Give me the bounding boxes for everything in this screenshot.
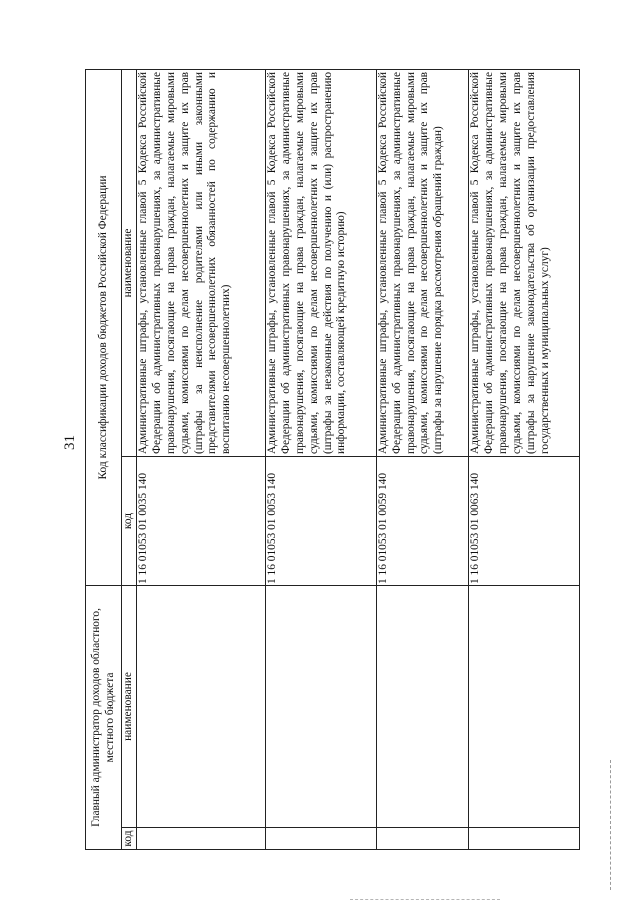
row-admin-name bbox=[376, 586, 469, 828]
row-admin-name bbox=[469, 586, 580, 828]
row-admin-name bbox=[265, 586, 376, 828]
revenue-classification-table bbox=[85, 69, 580, 850]
admin-code-header: код bbox=[122, 828, 137, 850]
page-number: 31 bbox=[62, 435, 78, 450]
table-row bbox=[136, 70, 265, 850]
rotated-table-frame bbox=[85, 70, 580, 850]
classification-group-header: Код классификации доходов бюджетов Российской Федерации bbox=[86, 70, 122, 586]
row-classification-code: 1 16 01053 01 0035 140 bbox=[136, 457, 265, 586]
table-row bbox=[265, 70, 376, 850]
row-admin-code bbox=[469, 828, 580, 850]
row-admin-name bbox=[136, 586, 265, 828]
header-row-groups bbox=[86, 70, 122, 850]
row-classification-code: 1 16 01053 01 0063 140 bbox=[469, 457, 580, 586]
row-description: Административные штрафы, установленные главой 5 Кодекса Российской Федерации об административных правонарушениях, за административные правонарушения, посягающие на права граждан, налагаемые мировыми судьями, комиссиями по делам несовершеннолетних и защите их прав (штрафы за нарушение порядка рассмотрения обращений граждан) bbox=[376, 70, 469, 457]
scan-artifact-line bbox=[610, 760, 612, 890]
row-admin-code bbox=[136, 828, 265, 850]
row-classification-code: 1 16 01053 01 0059 140 bbox=[376, 457, 469, 586]
table-row bbox=[469, 70, 580, 850]
row-description: Административные штрафы, установленные главой 5 Кодекса Российской Федерации об административных правонарушениях, за административные правонарушения, посягающие на права граждан, налагаемые мировыми судьями, комиссиями по делам несовершеннолетних и защите их прав (штрафы за нарушение законодательства об организации предоставления государственных и муниципальных услуг) bbox=[469, 70, 580, 457]
row-description: Административные штрафы, установленные главой 5 Кодекса Российской Федерации об административных правонарушениях, за административные правонарушения, посягающие на права граждан, налагаемые мировыми судьями, комиссиями по делам несовершеннолетних и защите их прав (штрафы за незаконные действия по получению и (или) распространению информации, составляющей кредитную историю) bbox=[265, 70, 376, 457]
row-admin-code bbox=[376, 828, 469, 850]
header-row-columns bbox=[122, 70, 137, 850]
classification-name-header: наименование bbox=[122, 70, 137, 457]
admin-name-header: наименование bbox=[122, 586, 137, 828]
row-description: Административные штрафы, установленные главой 5 Кодекса Российской Федерации об административных правонарушениях, за административные правонарушения, посягающие на права граждан, налагаемые мировыми судьями, комиссиями по делам несовершеннолетних и защите их прав (штрафы за неисполнение родителями или иными законными представителями несовершеннолетних обязанностей по содержанию и воспитанию несовершеннолетних) bbox=[136, 70, 265, 457]
row-admin-code bbox=[265, 828, 376, 850]
classification-code-header: код bbox=[122, 457, 137, 586]
row-classification-code: 1 16 01053 01 0053 140 bbox=[265, 457, 376, 586]
scan-artifact-line bbox=[350, 899, 500, 901]
table-row bbox=[376, 70, 469, 850]
admin-group-header: Главный администратор доходов областного, местного бюджета bbox=[86, 586, 122, 850]
